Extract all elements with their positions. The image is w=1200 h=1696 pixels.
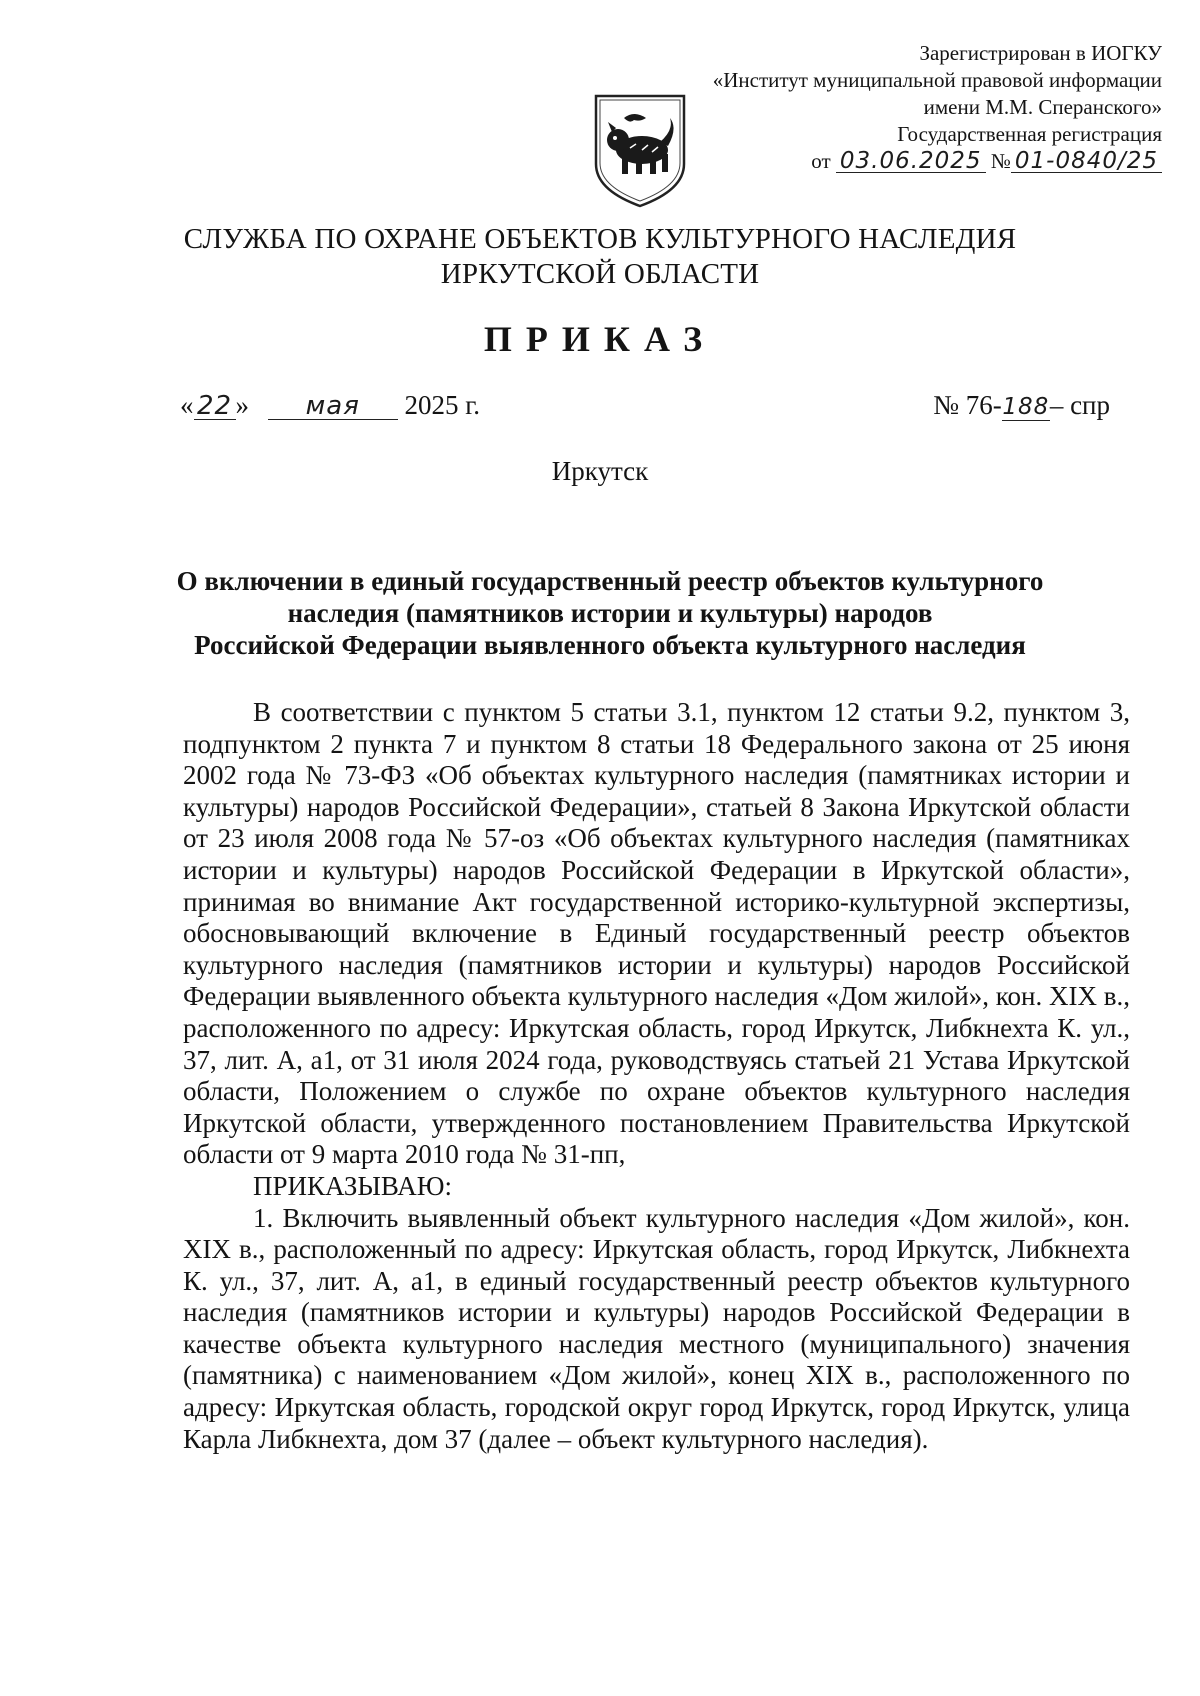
registration-line-1: Зарегистрирован в ИОГКУ — [919, 41, 1162, 65]
subject-line-3: Российской Федерации выявленного объекта культурного наследия — [194, 630, 1026, 660]
registration-number-line — [642, 148, 1162, 175]
order-date — [180, 390, 480, 421]
registration-stamp — [642, 40, 1162, 175]
registration-line-2: «Институт муниципальной правовой информации — [712, 68, 1162, 92]
order-number — [933, 390, 1110, 421]
document-type-title: ПРИКАЗ — [483, 319, 717, 359]
subject-line-2: наследия (памятников истории и культуры) народов — [287, 598, 933, 628]
organization-name-line-2: ИРКУТСКОЙ ОБЛАСТИ — [440, 258, 760, 290]
date-year: 2025 г. — [404, 390, 481, 420]
date-close-quote: » — [235, 390, 249, 420]
registration-number: 01-0840/25 — [1011, 150, 1162, 173]
city-name: Иркутск — [551, 456, 649, 486]
order-number-handwritten: 188 — [1002, 394, 1050, 420]
organization-name — [0, 222, 1200, 292]
order-subject — [150, 565, 1070, 661]
subject-line-1: О включении в единый государственный реестр объектов культурного — [176, 566, 1044, 596]
registration-line-3: имени М.М. Сперанского» — [923, 95, 1162, 119]
order-item-1: 1. Включить выявленный объект культурного наследия «Дом жилой», кон. XIX в., расположенный по адресу: Иркутская область, город Иркутск, Либкнехта К. ул., 37, лит. А, а1, в единый государственный реестр объектов культурного наследия (памятников истории и культуры) народов Российской Федерации в качестве объекта культурного наследия местного (муниципального) значения (памятника) с наименованием «Дом жилой», конец XIX в., расположенного по адресу: Иркутская область, городской округ город Иркутск, город Иркутск, улица Карла Либкнехта, дом 37 (далее – объект культурного наследия). — [183, 1202, 1130, 1454]
order-number-suffix: – спр — [1049, 390, 1110, 420]
date-day: 22 — [194, 393, 236, 420]
order-number-prefix: № 76- — [933, 390, 1002, 420]
date-open-quote: « — [180, 390, 194, 420]
date-month: мая — [268, 393, 398, 420]
registration-number-label: № — [990, 149, 1011, 173]
command-word: ПРИКАЗЫВАЮ: — [253, 1170, 452, 1201]
registration-date: 03.06.2025 — [836, 150, 986, 173]
registration-from-label: от — [811, 149, 831, 173]
coat-of-arms-icon — [590, 92, 690, 210]
organization-name-line-1: СЛУЖБА ПО ОХРАНЕ ОБЪЕКТОВ КУЛЬТУРНОГО НАСЛЕДИЯ — [183, 223, 1017, 255]
preamble-paragraph: В соответствии с пунктом 5 статьи 3.1, пунктом 12 статьи 9.2, пунктом 3, подпунктом 2 пункта 7 и пунктом 8 статьи 18 Федерального закона от 25 июня 2002 года № 73-ФЗ «Об объектах культурного наследия (памятниках истории и культуры) народов Российской Федерации», статьей 8 Закона Иркутской области от 23 июля 2008 года № 57-оз «Об объектах культурного наследия (памятниках истории и культуры) народов Российской Федерации в Иркутской области», принимая во внимание Акт государственной историко-культурной экспертизы, обосновывающий включение в Единый государственный реестр объектов культурного наследия (памятников истории и культуры) народов Российской Федерации выявленного объекта культурного наследия «Дом жилой», кон. XIX в., расположенного по адресу: Иркутская область, город Иркутск, Либкнехта К. ул., 37, лит. А, а1, от 31 июля 2024 года, руководствуясь статьей 21 Устава Иркутской области, Положением о службе по охране объектов культурного наследия Иркутской области, утвержденного постановлением Правительства Иркутской области от 9 марта 2010 года № 31-пп, — [183, 697, 1130, 1170]
registration-line-4: Государственная регистрация — [897, 122, 1162, 146]
order-body — [183, 697, 1130, 1455]
